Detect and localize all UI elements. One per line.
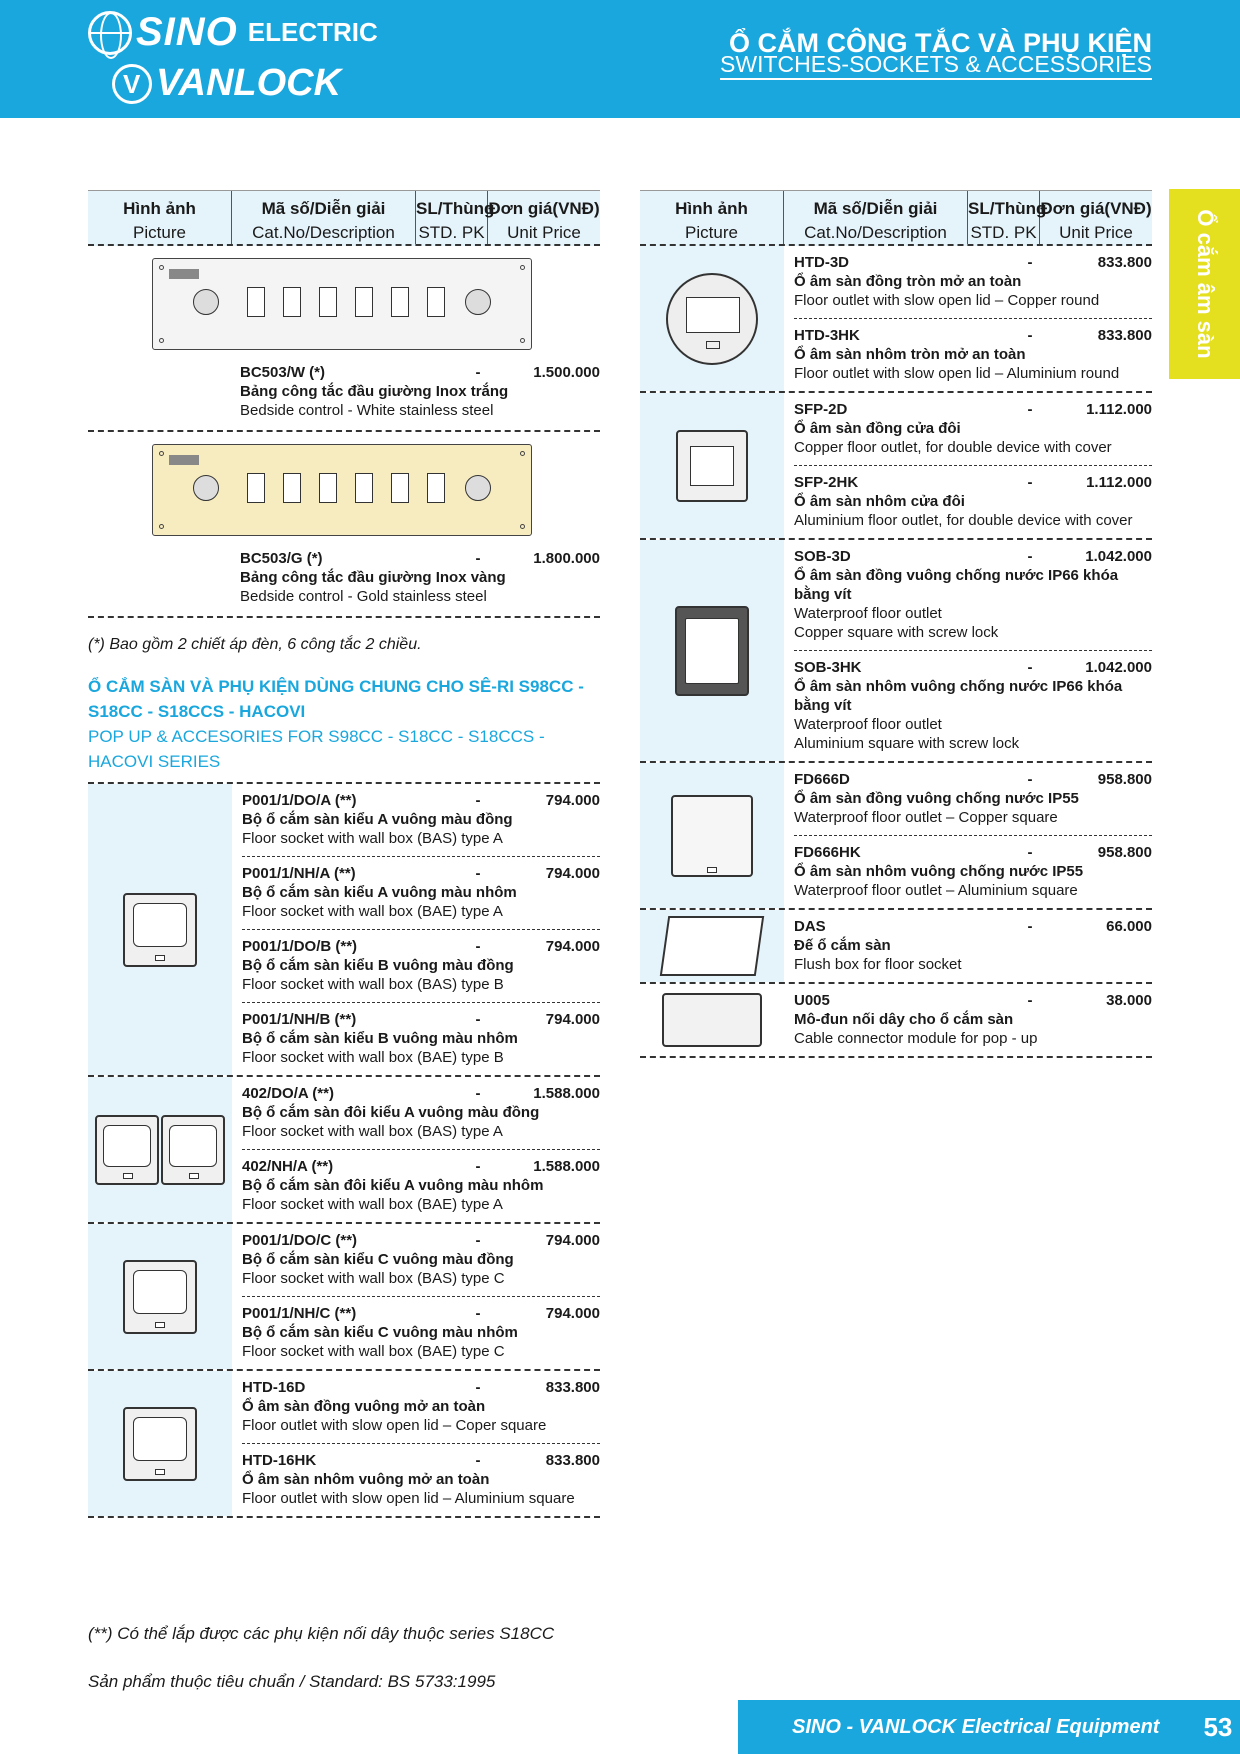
- product-price: 66.000: [1106, 918, 1152, 935]
- product-desc-en: Floor socket with wall box (BAE) type A: [242, 903, 503, 920]
- product-entry: [242, 857, 600, 930]
- globe-icon: [88, 11, 132, 55]
- product-code: SOB-3D: [794, 548, 851, 565]
- product-entry: [794, 466, 1152, 538]
- product-desc-en: Cable connector module for pop - up: [794, 1030, 1038, 1047]
- product-entry: [242, 1003, 600, 1075]
- footer-brand-text: SINO - VANLOCK Electrical Equipment: [792, 1715, 1160, 1738]
- product-entry: [794, 246, 1152, 319]
- product-desc-vi: Bộ ổ cắm sàn kiểu B vuông màu đồng: [242, 957, 514, 974]
- product-desc-vi: Đế ổ cắm sàn: [794, 937, 891, 954]
- product-code: P001/1/NH/C (**): [242, 1305, 357, 1322]
- product-price: 38.000: [1106, 992, 1152, 1009]
- product-std-pk: -: [475, 1452, 481, 1469]
- product-desc-vi: Ổ âm sàn đồng vuông chống nước IP66 khóa bằng vít: [794, 567, 1119, 603]
- product-code: HTD-3HK: [794, 327, 860, 344]
- product-desc-en: Flush box for floor socket: [794, 956, 962, 973]
- product-std-pk: -: [475, 792, 481, 809]
- product-desc-en: Floor socket with wall box (BAE) type C: [242, 1343, 505, 1360]
- product-code: P001/1/DO/A (**): [242, 792, 357, 809]
- square-outlet-plate-image: [671, 795, 753, 877]
- product-desc-vi: Mô-đun nối dây cho ổ cắm sàn: [794, 1011, 1014, 1028]
- product-group: [640, 246, 1152, 393]
- product-std-pk: -: [1027, 474, 1033, 491]
- page-title-en: SWITCHES-SOCKETS & ACCESSORIES: [720, 55, 1152, 80]
- product-code: HTD-16HK: [242, 1452, 317, 1469]
- section-side-tab: [1169, 189, 1240, 379]
- product-desc-en: Floor outlet with slow open lid – Coper square: [242, 1417, 547, 1434]
- bedside-panel-white-image: [152, 258, 532, 350]
- floor-socket-image: [123, 1407, 197, 1481]
- product-picture-cell: [640, 984, 784, 1056]
- left-column: [88, 190, 600, 1518]
- product-code: FD666HK: [794, 844, 861, 861]
- product-entry: [794, 540, 1152, 651]
- product-group: [640, 984, 1152, 1058]
- product-desc-en: Floor socket with wall box (BAE) type B: [242, 1049, 504, 1066]
- product-desc-vi: Ổ âm sàn nhôm vuông chống nước IP55: [794, 863, 1084, 880]
- side-tab-label: Ổ cắm âm sàn: [1192, 209, 1218, 359]
- product-code: SFP-2HK: [794, 474, 859, 491]
- bedside-panel-gold-image: [152, 444, 532, 536]
- product-price: 833.800: [1097, 254, 1152, 271]
- product-price: 794.000: [545, 1232, 600, 1249]
- product-std-pk: -: [475, 1232, 481, 1249]
- table-header: [88, 190, 600, 246]
- sino-logo: [88, 10, 378, 55]
- product-std-pk: -: [475, 938, 481, 955]
- product-code: U005: [794, 992, 830, 1009]
- header-price: Đơn giá(VNĐ) Unit Price: [488, 199, 600, 242]
- product-entry: [794, 393, 1152, 466]
- header-stdpk: SL/Thùng STD. PK: [416, 191, 488, 244]
- double-floor-socket-image: [95, 1115, 225, 1185]
- product-std-pk: -: [475, 1305, 481, 1322]
- product-desc-en: Waterproof floor outlet – Copper square: [794, 809, 1058, 826]
- product-price: 958.800: [1097, 771, 1152, 788]
- double-device-outlet-image: [676, 430, 748, 502]
- product-code: 402/DO/A (**): [242, 1085, 334, 1102]
- product-std-pk: -: [1027, 254, 1033, 271]
- header-catno: Mã số/Diễn giải Cat.No/Description: [784, 191, 968, 244]
- footnote-single-star: (*) Bao gồm 2 chiết áp đèn, 6 công tắc 2 chiều.: [88, 636, 422, 653]
- product-std-pk: -: [475, 1011, 481, 1028]
- product-code: HTD-3D: [794, 254, 849, 271]
- product-group: [640, 763, 1152, 910]
- product-std-pk: -: [475, 1085, 481, 1102]
- cable-connector-module-image: [662, 993, 762, 1047]
- product-desc-vi: Ổ âm sàn nhôm cửa đôi: [794, 493, 965, 510]
- product-desc-vi: Ổ âm sàn nhôm vuông mở an toàn: [242, 1471, 490, 1488]
- product-group: [640, 540, 1152, 763]
- product-std-pk: -: [1027, 659, 1033, 676]
- product-desc-vi: Bảng công tắc đầu giường Inox trắng: [240, 383, 509, 400]
- product-entry: [242, 930, 600, 1003]
- product-code: P001/1/DO/B (**): [242, 938, 358, 955]
- header-picture: Hình ảnh Picture: [88, 191, 232, 244]
- product-desc-en-2: Aluminium square with screw lock: [794, 735, 1020, 752]
- product-price: 1.042.000: [1085, 548, 1152, 565]
- product-code: DAS: [794, 918, 826, 935]
- floor-socket-image: [123, 893, 197, 967]
- bedside-item: BC503/G (*) - 1.800.000 Bảng công tắc đầu giường Inox vàng Bedside control - Gold stainless steel: [88, 432, 600, 618]
- product-desc-en: Bedside control - White stainless steel: [240, 402, 494, 419]
- product-picture-cell: [640, 910, 784, 982]
- product-picture-cell: [88, 1371, 232, 1516]
- product-code: P001/1/DO/C (**): [242, 1232, 358, 1249]
- product-desc-en: Bedside control - Gold stainless steel: [240, 588, 487, 605]
- product-std-pk: -: [1027, 918, 1033, 935]
- product-group: [640, 910, 1152, 984]
- product-desc-en: Aluminium floor outlet, for double device with cover: [794, 512, 1133, 529]
- product-code: SOB-3HK: [794, 659, 862, 676]
- product-desc-vi: Bộ ổ cắm sàn kiểu B vuông màu nhôm: [242, 1030, 518, 1047]
- product-std-pk: -: [475, 1379, 481, 1396]
- product-price: 794.000: [545, 938, 600, 955]
- product-price: 794.000: [545, 1305, 600, 1322]
- product-price: 1.112.000: [1086, 474, 1152, 491]
- product-std-pk: -: [1027, 844, 1033, 861]
- product-price: 1.588.000: [533, 1158, 600, 1175]
- product-desc-vi: Bộ ổ cắm sàn kiểu A vuông màu nhôm: [242, 884, 517, 901]
- product-desc-vi: Bộ ổ cắm sàn kiểu A vuông màu đồng: [242, 811, 513, 828]
- product-picture-cell: [88, 784, 232, 1075]
- product-entry: [242, 1371, 600, 1444]
- product-group: [88, 1224, 600, 1371]
- product-desc-en: Floor socket with wall box (BAS) type A: [242, 1123, 503, 1140]
- product-code: FD666D: [794, 771, 850, 788]
- product-code: BC503/W (*): [240, 364, 326, 381]
- product-picture-cell: [88, 1224, 232, 1369]
- section-title: [88, 674, 600, 774]
- footnote-double-star: (**) Có thể lắp được các phụ kiện nối dây thuộc series S18CC: [88, 1624, 555, 1643]
- header-stdpk: SL/Thùng STD. PK: [968, 191, 1040, 244]
- product-desc-en: Floor socket with wall box (BAS) type B: [242, 976, 504, 993]
- product-desc-vi: Ổ âm sàn đồng vuông chống nước IP55: [794, 790, 1079, 807]
- product-code: SFP-2D: [794, 401, 848, 418]
- product-group: [640, 393, 1152, 540]
- product-desc-en: Waterproof floor outlet: [794, 605, 942, 622]
- product-entry: [242, 1077, 600, 1150]
- product-entry: [242, 1150, 600, 1222]
- product-desc-en: Floor outlet with slow open lid – Aluminium square: [242, 1490, 575, 1507]
- product-price: 1.588.000: [533, 1085, 600, 1102]
- page-number: 53: [1203, 1711, 1233, 1742]
- product-code: BC503/G (*): [240, 550, 323, 567]
- product-entry: [242, 1224, 600, 1297]
- product-desc-en: Floor outlet with slow open lid – Copper round: [794, 292, 1100, 309]
- product-group: [88, 1371, 600, 1518]
- product-desc-vi: Ổ âm sàn đồng cửa đôi: [794, 420, 961, 437]
- product-picture-cell: [640, 246, 784, 391]
- product-picture-cell: [88, 1077, 232, 1222]
- header-price: Đơn giá(VNĐ) Unit Price: [1040, 199, 1152, 242]
- product-desc-vi: Bộ ổ cắm sàn đôi kiểu A vuông màu đồng: [242, 1104, 540, 1121]
- product-entry: [794, 319, 1152, 391]
- product-desc-en: Floor socket with wall box (BAS) type C: [242, 1270, 505, 1287]
- product-desc-vi: Ổ âm sàn đồng vuông mở an toàn: [242, 1398, 486, 1415]
- product-desc-en: Copper floor outlet, for double device with cover: [794, 439, 1112, 456]
- product-code: P001/1/NH/A (**): [242, 865, 356, 882]
- product-entry: [794, 836, 1152, 908]
- product-code: HTD-16D: [242, 1379, 306, 1396]
- table-header: [640, 190, 1152, 246]
- product-std-pk: -: [1027, 992, 1033, 1009]
- product-picture-cell: [640, 540, 784, 761]
- product-price: 833.800: [545, 1452, 600, 1469]
- product-entry: [794, 984, 1152, 1056]
- product-desc-en-2: Copper square with screw lock: [794, 624, 999, 641]
- sino-wordmark: SINO: [136, 10, 238, 54]
- floor-socket-image: [123, 1260, 197, 1334]
- product-std-pk: -: [1027, 548, 1033, 565]
- product-price: 958.800: [1097, 844, 1152, 861]
- product-price: 833.800: [1097, 327, 1152, 344]
- left-product-groups: [88, 784, 600, 1518]
- standard-note: Sản phẩm thuộc tiêu chuẩn / Standard: BS 5733:1995: [88, 1672, 496, 1691]
- product-std-pk: -: [1027, 401, 1033, 418]
- section-title-vi: Ổ CẮM SÀN VÀ PHỤ KIỆN DÙNG CHUNG CHO SÊ-RI S98CC - S18CC - S18CCS - HACOVI: [88, 677, 584, 721]
- product-desc-vi: Bộ ổ cắm sàn kiểu C vuông màu nhôm: [242, 1324, 518, 1341]
- product-picture-cell: [640, 763, 784, 908]
- product-price: 794.000: [545, 1011, 600, 1028]
- product-std-pk: -: [1027, 327, 1033, 344]
- product-desc-vi: Ổ âm sàn nhôm vuông chống nước IP66 khóa bằng vít: [794, 678, 1123, 714]
- right-column: [640, 190, 1152, 1058]
- section-title-en: POP UP & ACCESORIES FOR S98CC - S18CC - S18CCS - HACOVI SERIES: [88, 727, 545, 771]
- product-desc-vi: Ổ âm sàn nhôm tròn mở an toàn: [794, 346, 1026, 363]
- right-product-groups: [640, 246, 1152, 1058]
- product-entry: [794, 910, 1152, 982]
- page-title-vi: Ổ CẮM CÔNG TẮC VÀ PHỤ KIỆN: [728, 28, 1152, 58]
- product-entry: [794, 651, 1152, 761]
- vanlock-mark-icon: [112, 64, 152, 104]
- product-std-pk: -: [1027, 771, 1033, 788]
- product-group: [88, 1077, 600, 1224]
- product-desc-vi: Ổ âm sàn đồng tròn mở an toàn: [794, 273, 1022, 290]
- product-entry: [242, 1444, 600, 1516]
- product-price: 1.800.000: [533, 550, 600, 567]
- product-code: P001/1/NH/B (**): [242, 1011, 357, 1028]
- vanlock-wordmark: VANLOCK: [156, 62, 342, 104]
- product-desc-en: Waterproof floor outlet – Aluminium square: [794, 882, 1078, 899]
- product-desc-vi: Bộ ổ cắm sàn kiểu C vuông màu đồng: [242, 1251, 514, 1268]
- vanlock-logo: [112, 62, 341, 105]
- product-price: 1.112.000: [1086, 401, 1152, 418]
- product-code: 402/NH/A (**): [242, 1158, 334, 1175]
- flush-box-image: [660, 916, 764, 976]
- header-picture: Hình ảnh Picture: [640, 191, 784, 244]
- product-desc-en: Floor socket with wall box (BAS) type A: [242, 830, 503, 847]
- bedside-item: BC503/W (*) - 1.500.000 Bảng công tắc đầu giường Inox trắng Bedside control - White stainless steel: [88, 246, 600, 432]
- product-price: 1.500.000: [533, 364, 600, 381]
- product-price: 794.000: [545, 865, 600, 882]
- product-desc-vi: Bộ ổ cắm sàn đôi kiểu A vuông màu nhôm: [242, 1177, 544, 1194]
- product-entry: [242, 1297, 600, 1369]
- footer-bar: [738, 1700, 1240, 1754]
- product-std-pk: -: [475, 1158, 481, 1175]
- product-desc-en: Waterproof floor outlet: [794, 716, 942, 733]
- product-entry: [242, 784, 600, 857]
- product-std-pk: -: [475, 865, 481, 882]
- product-desc-en: Floor socket with wall box (BAE) type A: [242, 1196, 503, 1213]
- round-floor-outlet-image: [666, 273, 758, 365]
- page-title: [720, 28, 1152, 80]
- product-price: 794.000: [545, 792, 600, 809]
- electric-wordmark: ELECTRIC: [247, 17, 378, 47]
- product-desc-vi: Bảng công tắc đầu giường Inox vàng: [240, 569, 506, 586]
- header-bar: [0, 0, 1240, 118]
- waterproof-outlet-image: [675, 606, 749, 696]
- product-price: 833.800: [545, 1379, 600, 1396]
- product-group: [88, 784, 600, 1077]
- product-price: 1.042.000: [1085, 659, 1152, 676]
- product-desc-en: Floor outlet with slow open lid – Aluminium round: [794, 365, 1120, 382]
- header-catno: Mã số/Diễn giải Cat.No/Description: [232, 191, 416, 244]
- product-picture-cell: [640, 393, 784, 538]
- product-entry: [794, 763, 1152, 836]
